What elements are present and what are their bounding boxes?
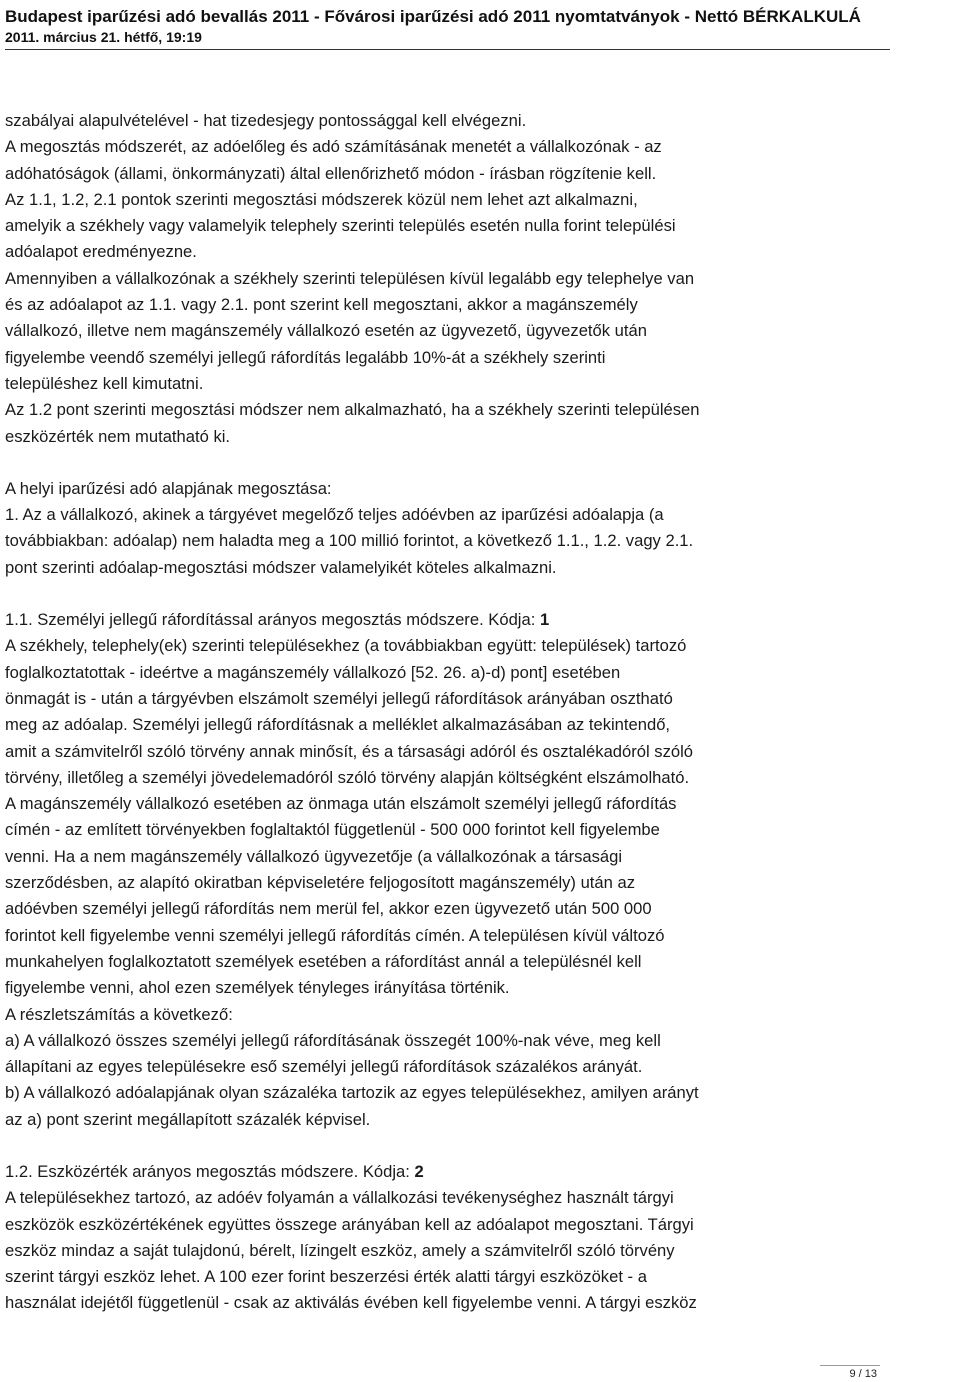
section-code: 1 xyxy=(539,610,550,630)
text-line: az a) pont szerint megállapított százalék képvisel. xyxy=(5,1109,371,1129)
section-code: 2 xyxy=(414,1161,424,1181)
section-title xyxy=(5,607,925,633)
text-line: foglalkoztatottak - ideértve a magánszemély vállalkozó [52. 26. a)-d) pont] esetében xyxy=(5,662,621,682)
text-line: A részletszámítás a következő: xyxy=(5,1004,233,1024)
text-line: figyelembe venni, ahol ezen személyek tényleges irányítása történik. xyxy=(5,978,510,998)
text-line: vállalkozó, illetve nem magánszemély vállalkozó esetén az ügyvezető, ügyvezetők után xyxy=(5,321,647,341)
header-title: Budapest iparűzési adó bevallás 2011 - Fővárosi iparűzési adó 2011 nyomtatványok - Nettó BÉRKALKULÁ xyxy=(5,7,861,26)
text-line: amit a számvitelről szóló törvény annak minősít, és a társasági adóról és osztalékadóról szóló xyxy=(5,741,694,761)
text-line: meg az adóalap. Személyi jellegű ráfordításnak a melléklet alkalmazásában az tekintendő, xyxy=(5,715,671,735)
page-header xyxy=(5,0,960,50)
text-line: Amennyiben a vállalkozónak a székhely szerinti településen kívül legalább egy telephelye van xyxy=(5,268,695,288)
text-line: használat idejétől függetlenül - csak az aktiválás évében kell figyelembe venni. A tárgyi eszköz xyxy=(5,1293,697,1313)
text-line: törvény, illetőleg a személyi jövedelemadóról szóló törvény alapján költségként elszámolható. xyxy=(5,767,690,787)
text-line: Az 1.1, 1.2, 2.1 pontok szerinti megosztási módszerek közül nem lehet azt alkalmazni, xyxy=(5,189,638,209)
header-divider xyxy=(5,49,890,50)
text-line: szabályai alapulvételével - hat tizedesjegy pontossággal kell elvégezni. xyxy=(5,111,527,130)
header-date: 2011. március 21. hétfő, 19:19 xyxy=(5,29,202,45)
text-line: önmagát is - után a tárgyévben elszámolt személyi jellegű ráfordítások arányában osztható xyxy=(5,688,673,708)
text-line: amelyik a székhely vagy valamelyik telephely szerinti település esetén nulla forint települési xyxy=(5,216,676,236)
section-1-1 xyxy=(5,607,925,1133)
text-line: településhez kell kimutatni. xyxy=(5,373,204,393)
text-line: szerződésben, az alapító okiratban képviseletére feljogosított magánszemély) után az xyxy=(5,873,635,893)
text-line: eszközök eszközértékének együttes összege arányában kell az adóalapot megosztani. Tárgyi xyxy=(5,1214,694,1234)
text-line: A megosztás módszerét, az adóelőleg és adó számításának menetét a vállalkozónak - az xyxy=(5,137,662,157)
text-line: 1. Az a vállalkozó, akinek a tárgyévet megelőző teljes adóévben az iparűzési adóalapja (a xyxy=(5,505,664,525)
text-line: pont szerinti adóalap-megosztási módszer valamelyikét köteles alkalmazni. xyxy=(5,557,557,577)
text-line: adóhatóságok (állami, önkormányzati) által ellenőrizhető módon - írásban rögzítenie kell. xyxy=(5,163,657,183)
spacer xyxy=(5,450,925,476)
section-title-text: 1.2. Eszközérték arányos megosztás módszere. Kódja: xyxy=(5,1161,415,1181)
text-line: A magánszemély vállalkozó esetében az önmaga után elszámolt személyi jellegű ráfordítás xyxy=(5,794,677,814)
section-title-text: 1.1. Személyi jellegű ráfordítással arányos megosztás módszere. Kódja: xyxy=(5,610,540,630)
text-line: adóalapot eredményezne. xyxy=(5,242,197,262)
page-number: 9 / 13 xyxy=(849,1368,877,1380)
text-line: és az adóalapot az 1.1. vagy 2.1. pont szerint kell megosztani, akkor a magánszemély xyxy=(5,295,638,315)
spacer xyxy=(5,1133,925,1159)
section-1-2 xyxy=(5,1159,925,1317)
text-line: továbbiakban: adóalap) nem haladta meg a 100 millió forintot, a következő 1.1., 1.2. vagy 2.1. xyxy=(5,531,694,551)
text-line: eszközérték nem mutatható ki. xyxy=(5,426,231,446)
text-line: a) A vállalkozó összes személyi jellegű ráfordításának összegét 100%-nak véve, meg kell xyxy=(5,1030,661,1050)
document-body xyxy=(5,108,925,1317)
text-line: állapítani az egyes településekre eső személyi jellegű ráfordítások százalékos arányát. xyxy=(5,1057,643,1077)
footer-divider xyxy=(820,1365,880,1366)
section-heading: A helyi iparűzési adó alapjának megosztása: xyxy=(5,478,332,498)
text-line: szerint tárgyi eszköz lehet. A 100 ezer forint beszerzési érték alatti tárgyi eszközöket - a xyxy=(5,1267,647,1287)
paragraph-block-a xyxy=(5,108,925,450)
section-title xyxy=(5,1159,925,1185)
text-line: A településekhez tartozó, az adóév folyamán a vállalkozási tevékenységhez használt tárgyi xyxy=(5,1188,674,1208)
text-line: A székhely, telephely(ek) szerinti településekhez (a továbbiakban együtt: települések) tartozó xyxy=(5,636,687,656)
spacer xyxy=(5,581,925,607)
text-line: forintot kell figyelembe venni személyi jellegű ráfordítás címén. A településen kívül változó xyxy=(5,925,665,945)
text-line: munkahelyen foglalkoztatott személyek esetében a ráfordítást annál a településnél kell xyxy=(5,951,642,971)
text-line: b) A vállalkozó adóalapjának olyan százaléka tartozik az egyes településekhez, amilyen arányt xyxy=(5,1083,699,1103)
text-line: címén - az említett törvényekben foglaltaktól függetlenül - 500 000 forintot kell figyelembe xyxy=(5,820,660,840)
text-line: figyelembe veendő személyi jellegű ráfordítás legalább 10%-át a székhely szerinti xyxy=(5,347,606,367)
paragraph-block-b xyxy=(5,476,925,581)
text-line: eszköz mindaz a saját tulajdonú, bérelt, lízingelt eszköz, amely a számvitelről szóló törvény xyxy=(5,1240,675,1260)
text-line: Az 1.2 pont szerinti megosztási módszer nem alkalmazható, ha a székhely szerinti településen xyxy=(5,400,700,420)
text-line: adóévben személyi jellegű ráfordítás nem merül fel, akkor ezen ügyvezető után 500 000 xyxy=(5,899,652,919)
text-line: venni. Ha a nem magánszemély vállalkozó ügyvezetője (a vállalkozónak a társasági xyxy=(5,846,623,866)
